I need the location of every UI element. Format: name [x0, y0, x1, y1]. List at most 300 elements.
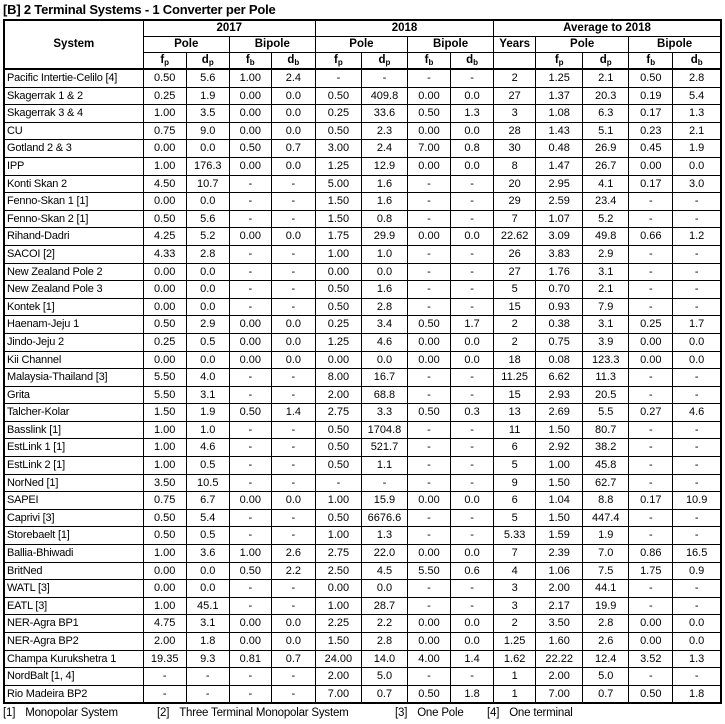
value-cell: 6.3	[583, 105, 629, 123]
value-cell: 8.8	[583, 492, 629, 510]
value-cell: -	[229, 386, 271, 404]
table-row	[4, 210, 721, 228]
value-cell: 3	[494, 597, 536, 615]
value-cell: 1.9	[186, 87, 229, 105]
value-cell: 5.0	[583, 668, 629, 686]
value-cell: 1.6	[361, 281, 407, 299]
table-row	[4, 474, 721, 492]
value-cell: 1.50	[536, 421, 583, 439]
value-cell: 3.3	[361, 404, 407, 422]
value-cell: -	[271, 685, 315, 703]
value-cell: 1.6	[361, 193, 407, 211]
value-cell: 6.7	[186, 492, 229, 510]
table-row	[4, 157, 721, 175]
value-cell: 0.00	[143, 140, 186, 158]
system-name: Gotland 2 & 3	[4, 140, 143, 158]
table-row	[4, 492, 721, 510]
col-header-dp-2018: $d_p$	[361, 53, 407, 70]
value-cell: 2.8	[673, 69, 721, 87]
value-cell: 0.0	[271, 157, 315, 175]
value-cell: 11.25	[494, 369, 536, 387]
table-row	[4, 650, 721, 668]
value-cell: -	[629, 421, 673, 439]
value-cell: 4.6	[361, 333, 407, 351]
table-row	[4, 562, 721, 580]
value-cell: -	[407, 527, 450, 545]
header-row-years	[4, 20, 721, 37]
value-cell: 9	[494, 474, 536, 492]
value-cell: 2	[494, 316, 536, 334]
value-cell: -	[451, 193, 494, 211]
value-cell: 3.52	[629, 650, 673, 668]
value-cell: -	[673, 421, 721, 439]
value-cell: -	[629, 474, 673, 492]
value-cell: 29.9	[361, 228, 407, 246]
table-row	[4, 245, 721, 263]
col-header-db-avg: $d_b$	[673, 53, 721, 70]
value-cell: 10.7	[186, 175, 229, 193]
value-cell: 5.6	[186, 210, 229, 228]
value-cell: -	[451, 580, 494, 598]
system-name: Basslink [1]	[4, 421, 143, 439]
value-cell: 0.00	[407, 87, 450, 105]
value-cell: -	[407, 457, 450, 475]
value-cell: 0.19	[629, 87, 673, 105]
value-cell: 0.00	[229, 228, 271, 246]
value-cell: 0.00	[229, 157, 271, 175]
value-cell: 1.00	[143, 457, 186, 475]
value-cell: 11.3	[583, 369, 629, 387]
value-cell: 14.0	[361, 650, 407, 668]
value-cell: 16.5	[673, 545, 721, 563]
value-cell: 0.9	[673, 562, 721, 580]
value-cell: 0.0	[186, 298, 229, 316]
system-name: Pacific Intertie-Celilo [4]	[4, 69, 143, 87]
value-cell: 8.00	[315, 369, 361, 387]
value-cell: -	[451, 281, 494, 299]
value-cell: 0.75	[536, 333, 583, 351]
footnote-text: Three Terminal Monopolar System	[179, 707, 349, 720]
system-name: CU	[4, 122, 143, 140]
value-cell: 0.0	[186, 140, 229, 158]
value-cell: 0.45	[629, 140, 673, 158]
value-cell: 1.00	[315, 597, 361, 615]
value-cell: 26	[494, 245, 536, 263]
value-cell: 2.00	[143, 633, 186, 651]
col-group-2017: 2017	[143, 20, 315, 37]
value-cell: 521.7	[361, 439, 407, 457]
table-row	[4, 69, 721, 87]
value-cell: 1.50	[315, 633, 361, 651]
system-name: Haenam-Jeju 1	[4, 316, 143, 334]
value-cell: 1.8	[451, 685, 494, 703]
value-cell: 0.50	[143, 316, 186, 334]
value-cell: 0.00	[629, 633, 673, 651]
value-cell: 1.0	[361, 245, 407, 263]
value-cell: -	[673, 597, 721, 615]
value-cell: 0.00	[407, 615, 450, 633]
value-cell: 0.6	[451, 562, 494, 580]
value-cell: -	[229, 474, 271, 492]
col-header-pole-2018: Pole	[315, 37, 407, 53]
system-name: EstLink 1 [1]	[4, 439, 143, 457]
value-cell: 22.62	[494, 228, 536, 246]
value-cell: 26.9	[583, 140, 629, 158]
value-cell: 1.9	[673, 140, 721, 158]
value-cell: 0.0	[186, 281, 229, 299]
col-header-bipole-avg: Bipole	[629, 37, 721, 53]
value-cell: -	[271, 527, 315, 545]
value-cell: 7	[494, 210, 536, 228]
value-cell: 0.7	[361, 685, 407, 703]
value-cell: 0.00	[143, 580, 186, 598]
value-cell: 49.8	[583, 228, 629, 246]
value-cell: 0.00	[143, 562, 186, 580]
value-cell: 1.4	[451, 650, 494, 668]
value-cell: 409.8	[361, 87, 407, 105]
value-cell: 0.0	[673, 333, 721, 351]
value-cell: -	[271, 175, 315, 193]
value-cell: -	[451, 298, 494, 316]
system-name: SACOI [2]	[4, 245, 143, 263]
value-cell: 5	[494, 281, 536, 299]
value-cell: 1.43	[536, 122, 583, 140]
value-cell: 0.00	[407, 633, 450, 651]
table-row	[4, 351, 721, 369]
table-row	[4, 386, 721, 404]
value-cell: 10.5	[186, 474, 229, 492]
value-cell: -	[451, 439, 494, 457]
value-cell: 0.0	[271, 316, 315, 334]
value-cell: -	[673, 210, 721, 228]
value-cell: 1.50	[315, 193, 361, 211]
value-cell: 33.6	[361, 105, 407, 123]
value-cell: 0.00	[229, 105, 271, 123]
col-header-fb-avg: $f_b$	[629, 53, 673, 70]
table-row	[4, 580, 721, 598]
value-cell: 0.7	[271, 140, 315, 158]
col-header-fp-2018: $f_p$	[315, 53, 361, 70]
value-cell: 5	[494, 457, 536, 475]
value-cell: -	[629, 597, 673, 615]
value-cell: 0.50	[229, 140, 271, 158]
value-cell: 176.3	[186, 157, 229, 175]
value-cell: -	[451, 263, 494, 281]
system-name: SAPEI	[4, 492, 143, 510]
value-cell: 3.4	[361, 316, 407, 334]
value-cell: -	[407, 369, 450, 387]
value-cell: -	[271, 439, 315, 457]
value-cell: 2.1	[583, 281, 629, 299]
value-cell: 1.3	[451, 105, 494, 123]
value-cell: 20.3	[583, 87, 629, 105]
value-cell: -	[186, 685, 229, 703]
value-cell: 0.17	[629, 492, 673, 510]
system-name: Champa Kurukshetra 1	[4, 650, 143, 668]
value-cell: 1.59	[536, 527, 583, 545]
value-cell: -	[407, 245, 450, 263]
value-cell: 1.00	[315, 527, 361, 545]
value-cell: 5.50	[143, 386, 186, 404]
value-cell: 4.50	[143, 175, 186, 193]
value-cell: -	[407, 509, 450, 527]
value-cell: 24.00	[315, 650, 361, 668]
value-cell: 23.4	[583, 193, 629, 211]
value-cell: 15.9	[361, 492, 407, 510]
value-cell: 0.0	[271, 87, 315, 105]
value-cell: -	[673, 298, 721, 316]
table-row	[4, 105, 721, 123]
value-cell: 0.0	[451, 615, 494, 633]
value-cell: 1.00	[315, 245, 361, 263]
value-cell: 12.9	[361, 157, 407, 175]
value-cell: 0.86	[629, 545, 673, 563]
value-cell: 0.00	[629, 615, 673, 633]
value-cell: 0.00	[629, 333, 673, 351]
value-cell: 1.0	[186, 421, 229, 439]
value-cell: 0.0	[271, 228, 315, 246]
value-cell: 26.7	[583, 157, 629, 175]
value-cell: 0.00	[143, 281, 186, 299]
value-cell: 0.50	[407, 685, 450, 703]
value-cell: 44.1	[583, 580, 629, 598]
value-cell: 1.00	[143, 439, 186, 457]
table-row	[4, 263, 721, 281]
value-cell: 7.00	[536, 685, 583, 703]
value-cell: 1.06	[536, 562, 583, 580]
value-cell: 1.50	[315, 210, 361, 228]
value-cell: -	[271, 193, 315, 211]
system-name: Kontek [1]	[4, 298, 143, 316]
table-row	[4, 333, 721, 351]
value-cell: 2.8	[361, 633, 407, 651]
value-cell: 0.25	[315, 105, 361, 123]
value-cell: 0.00	[143, 263, 186, 281]
value-cell: 0.3	[451, 404, 494, 422]
value-cell: 0.0	[451, 633, 494, 651]
value-cell: 1.00	[143, 597, 186, 615]
value-cell: 0.08	[536, 351, 583, 369]
table-row	[4, 509, 721, 527]
value-cell: 0.50	[315, 87, 361, 105]
value-cell: 1.4	[271, 404, 315, 422]
value-cell: -	[229, 509, 271, 527]
value-cell: -	[271, 509, 315, 527]
value-cell: 19.35	[143, 650, 186, 668]
value-cell: -	[229, 210, 271, 228]
value-cell: -	[629, 263, 673, 281]
value-cell: 13	[494, 404, 536, 422]
table-row	[4, 228, 721, 246]
value-cell: 1	[494, 685, 536, 703]
value-cell: -	[143, 668, 186, 686]
value-cell: 0.0	[451, 228, 494, 246]
footnote-item	[395, 707, 487, 719]
value-cell: 0.00	[143, 351, 186, 369]
page-title: [B] 2 Terminal Systems - 1 Converter per Pole	[3, 2, 276, 17]
col-header-system: System	[4, 20, 143, 69]
value-cell: 4.6	[186, 439, 229, 457]
value-cell: -	[361, 474, 407, 492]
value-cell: -	[229, 281, 271, 299]
value-cell: -	[271, 245, 315, 263]
value-cell: 0.00	[629, 351, 673, 369]
value-cell: 1.8	[673, 685, 721, 703]
value-cell: 1.00	[143, 545, 186, 563]
value-cell: -	[271, 474, 315, 492]
value-cell: -	[229, 175, 271, 193]
value-cell: 0.8	[451, 140, 494, 158]
table-row	[4, 668, 721, 686]
value-cell: 0.25	[143, 87, 186, 105]
value-cell: 123.3	[583, 351, 629, 369]
value-cell: 0.00	[229, 87, 271, 105]
value-cell: 1.8	[186, 633, 229, 651]
value-cell: -	[673, 527, 721, 545]
value-cell: 1.00	[143, 105, 186, 123]
value-cell: 0.50	[407, 316, 450, 334]
value-cell: 2.59	[536, 193, 583, 211]
value-cell: 3.50	[143, 474, 186, 492]
value-cell: 2.95	[536, 175, 583, 193]
col-header-db-2017: $d_b$	[271, 53, 315, 70]
value-cell: -	[629, 386, 673, 404]
system-name: Rio Madeira BP2	[4, 685, 143, 703]
value-cell: 0.00	[143, 193, 186, 211]
system-name: Fenno-Skan 1 [1]	[4, 193, 143, 211]
value-cell: -	[451, 668, 494, 686]
footnote-item	[157, 707, 395, 719]
value-cell: -	[271, 263, 315, 281]
value-cell: 6	[494, 439, 536, 457]
value-cell: 2.93	[536, 386, 583, 404]
value-cell: 2.4	[271, 69, 315, 87]
footnote-text: One terminal	[509, 707, 573, 720]
value-cell: 0.50	[315, 122, 361, 140]
value-cell: 5.4	[673, 87, 721, 105]
col-header-fp-avg: $f_p$	[536, 53, 583, 70]
value-cell: 2.4	[361, 140, 407, 158]
value-cell: 2.1	[673, 122, 721, 140]
value-cell: 7.00	[407, 140, 450, 158]
value-cell: 5.50	[407, 562, 450, 580]
value-cell: 1.1	[361, 457, 407, 475]
value-cell: -	[673, 369, 721, 387]
value-cell: -	[673, 193, 721, 211]
system-name: Fenno-Skan 2 [1]	[4, 210, 143, 228]
value-cell: -	[451, 597, 494, 615]
value-cell: -	[407, 281, 450, 299]
footnote-item	[487, 707, 573, 719]
value-cell: 0.0	[451, 333, 494, 351]
value-cell: 0.50	[315, 509, 361, 527]
col-header-bipole-2018: Bipole	[407, 37, 493, 53]
col-header-dp-2017: $d_p$	[186, 53, 229, 70]
value-cell: 2.75	[315, 545, 361, 563]
value-cell: 0.0	[451, 492, 494, 510]
value-cell: 0.0	[361, 263, 407, 281]
col-header-fp-2017: $f_p$	[143, 53, 186, 70]
col-group-2018: 2018	[315, 20, 493, 37]
value-cell: 0.00	[315, 351, 361, 369]
value-cell: 1.00	[143, 421, 186, 439]
value-cell: 0.0	[271, 105, 315, 123]
value-cell: -	[451, 210, 494, 228]
value-cell: 2.00	[536, 580, 583, 598]
value-cell: -	[673, 580, 721, 598]
value-cell: 11	[494, 421, 536, 439]
value-cell: -	[629, 298, 673, 316]
value-cell: 0.8	[361, 210, 407, 228]
value-cell: -	[407, 386, 450, 404]
value-cell: 1.50	[143, 404, 186, 422]
value-cell: 68.8	[361, 386, 407, 404]
value-cell: 27	[494, 263, 536, 281]
value-cell: 2.25	[315, 615, 361, 633]
value-cell: 1.04	[536, 492, 583, 510]
value-cell: -	[361, 69, 407, 87]
value-cell: -	[407, 439, 450, 457]
value-cell: 45.8	[583, 457, 629, 475]
value-cell: 0.25	[143, 333, 186, 351]
value-cell: 0.25	[629, 316, 673, 334]
value-cell: 29	[494, 193, 536, 211]
value-cell: 0.50	[143, 509, 186, 527]
value-cell: 0.00	[229, 492, 271, 510]
value-cell: 30	[494, 140, 536, 158]
system-name: Storebaelt [1]	[4, 527, 143, 545]
value-cell: -	[629, 509, 673, 527]
value-cell: 3.00	[315, 140, 361, 158]
system-name: New Zealand Pole 3	[4, 281, 143, 299]
table-row	[4, 439, 721, 457]
value-cell: 2.8	[583, 615, 629, 633]
value-cell: 1.50	[536, 474, 583, 492]
value-cell: 20	[494, 175, 536, 193]
value-cell: 2.6	[271, 545, 315, 563]
value-cell: -	[451, 527, 494, 545]
table-row	[4, 597, 721, 615]
system-name: Kii Channel	[4, 351, 143, 369]
value-cell: -	[407, 580, 450, 598]
value-cell: 0.0	[673, 157, 721, 175]
value-cell: 2.2	[361, 615, 407, 633]
value-cell: 0.00	[315, 580, 361, 598]
value-cell: 0.50	[143, 210, 186, 228]
value-cell: 5.1	[583, 122, 629, 140]
value-cell: -	[271, 369, 315, 387]
value-cell: 1.00	[536, 457, 583, 475]
footnote-text: Monopolar System	[25, 707, 118, 720]
value-cell: 0.50	[629, 69, 673, 87]
value-cell: 7.9	[583, 298, 629, 316]
value-cell: 6.62	[536, 369, 583, 387]
value-cell: 12.4	[583, 650, 629, 668]
value-cell: -	[629, 580, 673, 598]
value-cell: 0.00	[407, 228, 450, 246]
value-cell: 0.48	[536, 140, 583, 158]
value-cell: -	[629, 245, 673, 263]
value-cell: 1.47	[536, 157, 583, 175]
table-row	[4, 545, 721, 563]
value-cell: 0.7	[271, 650, 315, 668]
table-row	[4, 316, 721, 334]
value-cell: 2.75	[315, 404, 361, 422]
value-cell: 1.7	[673, 316, 721, 334]
value-cell: 4.33	[143, 245, 186, 263]
value-cell: 5.0	[361, 668, 407, 686]
system-name: Skagerrak 1 & 2	[4, 87, 143, 105]
